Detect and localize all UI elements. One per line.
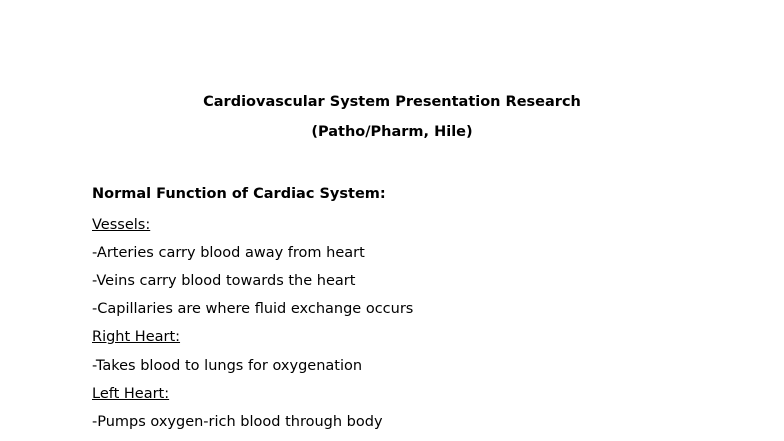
right-heart-heading: Right Heart: <box>92 329 181 345</box>
section-heading: Normal Function of Cardiac System: <box>92 186 386 202</box>
vessels-item-arteries: -Arteries carry blood away from heart <box>92 245 365 261</box>
vessels-item-veins: -Veins carry blood towards the heart <box>92 273 356 289</box>
document-subtitle: (Patho/Pharm, Hile) <box>311 124 473 140</box>
vessels-heading: Vessels: <box>92 217 151 233</box>
left-heart-item: -Pumps oxygen-rich blood through body <box>92 414 383 430</box>
vessels-item-capillaries: -Capillaries are where fluid exchange occurs <box>92 301 414 317</box>
left-heart-heading: Left Heart: <box>92 386 170 402</box>
document-title: Cardiovascular System Presentation Research <box>203 94 581 110</box>
right-heart-item: -Takes blood to lungs for oxygenation <box>92 358 363 374</box>
